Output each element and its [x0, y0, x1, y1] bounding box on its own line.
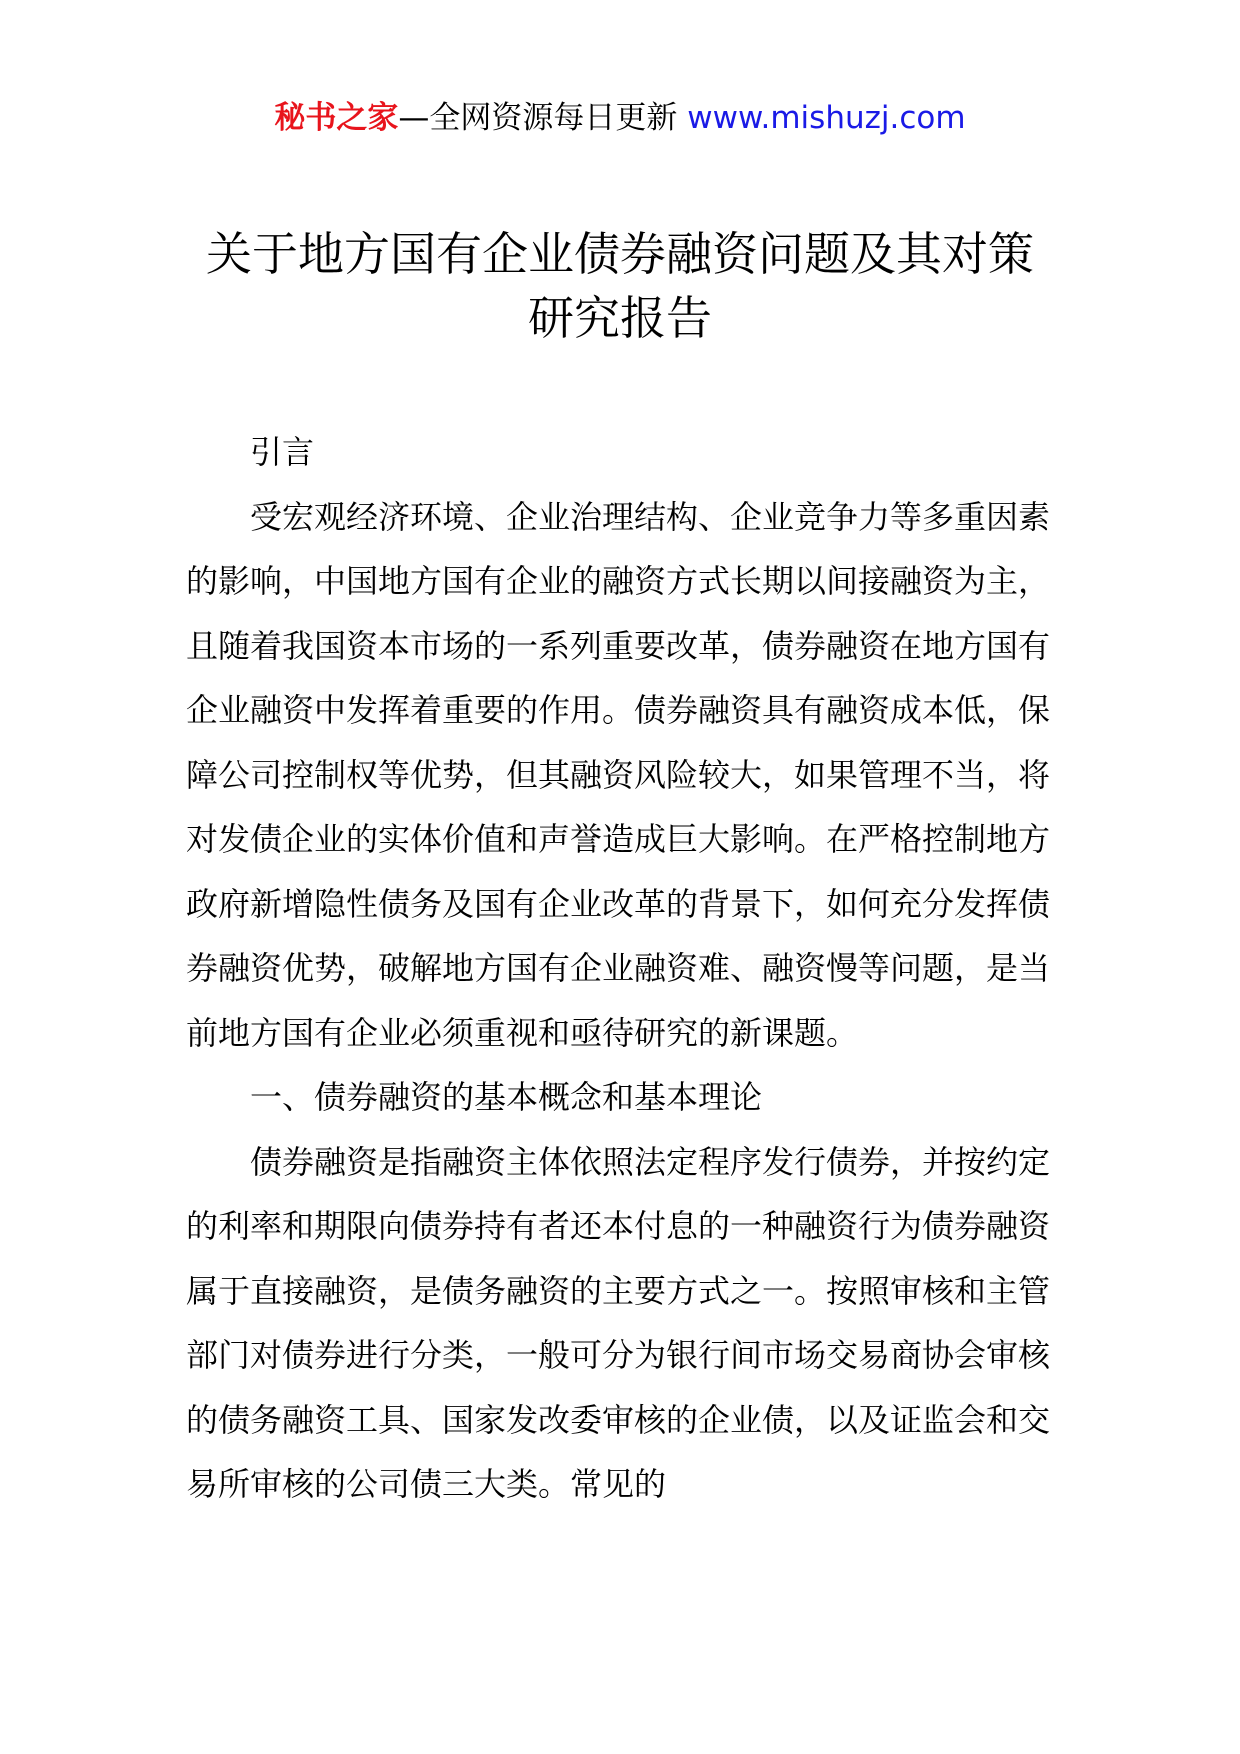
section-heading-basic-concepts: 一、债券融资的基本概念和基本理论 [250, 1078, 763, 1116]
page-header [0, 98, 1240, 138]
title-line-2: 研究报告 [528, 291, 712, 345]
document-title [150, 222, 1090, 350]
header-slogan: —全网资源每日更新 [398, 100, 688, 136]
website-link[interactable]: www.mishuzj.com [687, 100, 966, 136]
brand-name: 秘书之家 [274, 100, 399, 136]
document-body [186, 420, 1050, 1517]
section-heading-introduction: 引言 [250, 433, 315, 471]
body-paragraph: 债券融资是指融资主体依照法定程序发行债券，并按约定的利率和期限向债券持有者还本付息的一种融资行为债券融资属于直接融资，是债务融资的主要方式之一。按照审核和主管部门对债券进行分类，一般可分为银行间市场交易商协会审核的债务融资工具、国家发改委审核的企业债，以及证监会和交易所审核的公司债三大类。常见的 [186, 1142, 1051, 1503]
title-line-1: 关于地方国有企业债券融资问题及其对策 [206, 227, 1034, 281]
body-paragraph: 受宏观经济环境、企业治理结构、企业竞争力等多重因素的影响，中国地方国有企业的融资方式长期以间接融资为主，且随着我国资本市场的一系列重要改革，债券融资在地方国有企业融资中发挥着重要的作用。债券融资具有融资成本低，保障公司控制权等优势，但其融资风险较大，如果管理不当，将对发债企业的实体价值和声誉造成巨大影响。在严格控制地方政府新增隐性债务及国有企业改革的背景下，如何充分发挥债券融资优势，破解地方国有企业融资难、融资慢等问题，是当前地方国有企业必须重视和亟待研究的新课题。 [186, 497, 1051, 1052]
